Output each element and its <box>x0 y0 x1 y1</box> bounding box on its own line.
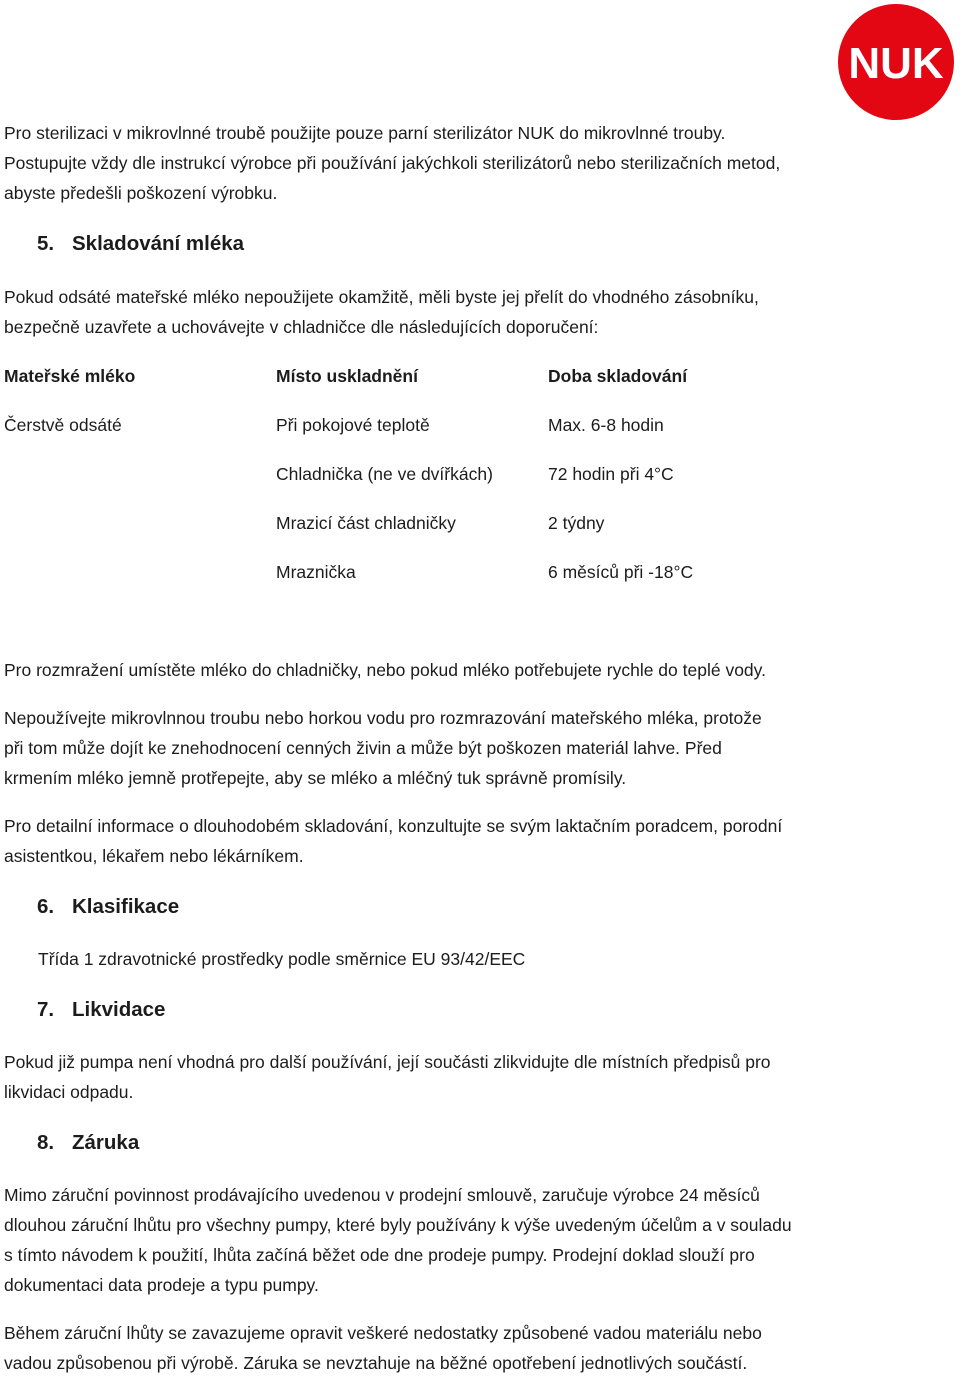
section-6-heading <box>37 892 179 922</box>
text-line: Mimo záruční povinnost prodávajícího uvedenou v prodejní smlouvě, zaručuje výrobce 24 měsíců <box>4 1185 760 1205</box>
text-line: Pro detailní informace o dlouhodobém skladování, konzultujte se svým laktačním poradcem, porodní <box>4 816 783 836</box>
table-cell: Mraznička <box>276 562 356 582</box>
section-title: Klasifikace <box>72 895 180 918</box>
text-line: bezpečně uzavřete a uchovávejte v chladničce dle následujících doporučení: <box>4 317 599 337</box>
text-line: asistentkou, lékařem nebo lékárníkem. <box>4 846 304 866</box>
microwave-paragraph <box>4 703 904 793</box>
text-line: dlouhou záruční lhůtu pro všechny pumpy, které byly používány k výše uvedeným účelům a v souladu <box>4 1215 792 1235</box>
classification-text <box>38 944 938 974</box>
text-line: Třída 1 zdravotnické prostředky podle směrnice EU 93/42/EEC <box>38 949 526 969</box>
thaw-paragraph <box>4 655 904 685</box>
table-cell: Mrazicí část chladničky <box>276 513 456 533</box>
section-number: 5. <box>37 232 55 255</box>
table-header: Doba skladování <box>548 366 688 386</box>
logo-text: NUK <box>848 39 944 88</box>
table-cell: 6 měsíců při -18°C <box>548 562 694 582</box>
text-line: Během záruční lhůty se zavazujeme opravit veškeré nedostatky způsobené vadou materiálu nebo <box>4 1323 762 1343</box>
text-line: abyste předešli poškození výrobku. <box>4 183 278 203</box>
text-line: dokumentaci data prodeje a typu pumpy. <box>4 1275 319 1295</box>
text-line: s tímto návodem k použití, lhůta začíná běžet ode dne prodeje pumpy. Prodejní doklad slouží pro <box>4 1245 755 1265</box>
text-line: Pro sterilizaci v mikrovlnné troubě použijte pouze parní sterilizátor NUK do mikrovlnné trouby. <box>4 123 726 143</box>
disposal-paragraph <box>4 1047 904 1107</box>
table-cell: Čerstvě odsáté <box>4 415 122 435</box>
section-7-heading <box>37 995 165 1025</box>
table-cell: 2 týdny <box>548 513 605 533</box>
section-title: Záruka <box>72 1131 140 1154</box>
info-paragraph <box>4 811 904 871</box>
nuk-logo-graphic <box>837 3 955 121</box>
section-title: Skladování mléka <box>72 232 245 255</box>
section-5-paragraph <box>4 282 904 342</box>
text-line: vadou způsobenou při výrobě. Záruka se nevztahuje na běžné opotřebení jednotlivých součástí. <box>4 1353 748 1373</box>
text-line: Pokud odsáté mateřské mléko nepoužijete okamžitě, měli byste jej přelít do vhodného zásobníku, <box>4 287 759 307</box>
table-header: Mateřské mléko <box>4 366 136 386</box>
section-8-heading <box>37 1128 139 1158</box>
text-line: Pokud již pumpa není vhodná pro další používání, její součásti zlikvidujte dle místních předpisů pro <box>4 1052 771 1072</box>
nuk-logo <box>837 3 955 121</box>
text-line: likvidaci odpadu. <box>4 1082 134 1102</box>
text-line: Nepoužívejte mikrovlnnou troubu nebo horkou vodu pro rozmrazování mateřského mléka, protože <box>4 708 762 728</box>
table-cell: Chladnička (ne ve dvířkách) <box>276 464 493 484</box>
text-line: Postupujte vždy dle instrukcí výrobce při používání jakýchkoli sterilizátorů nebo sterilizačních metod, <box>4 153 781 173</box>
warranty-paragraph-2 <box>4 1318 904 1378</box>
text-line: při tom může dojít ke znehodnocení cenných živin a může být poškozen materiál lahve. Před <box>4 738 722 758</box>
text-line: krmením mléko jemně protřepejte, aby se mléko a mléčný tuk správně promísily. <box>4 768 627 788</box>
section-5-heading <box>37 229 244 259</box>
intro-paragraph <box>4 118 904 208</box>
table-header: Místo uskladnění <box>276 366 418 386</box>
table-cell: Při pokojové teplotě <box>276 415 430 435</box>
section-number: 6. <box>37 895 55 918</box>
table-cell: 72 hodin při 4°C <box>548 464 674 484</box>
section-number: 7. <box>37 998 55 1021</box>
section-number: 8. <box>37 1131 55 1154</box>
warranty-paragraph-1 <box>4 1180 904 1300</box>
table-cell: Max. 6-8 hodin <box>548 415 664 435</box>
section-title: Likvidace <box>72 998 166 1021</box>
text-line: Pro rozmražení umístěte mléko do chladničky, nebo pokud mléko potřebujete rychle do teplé vody. <box>4 660 766 680</box>
